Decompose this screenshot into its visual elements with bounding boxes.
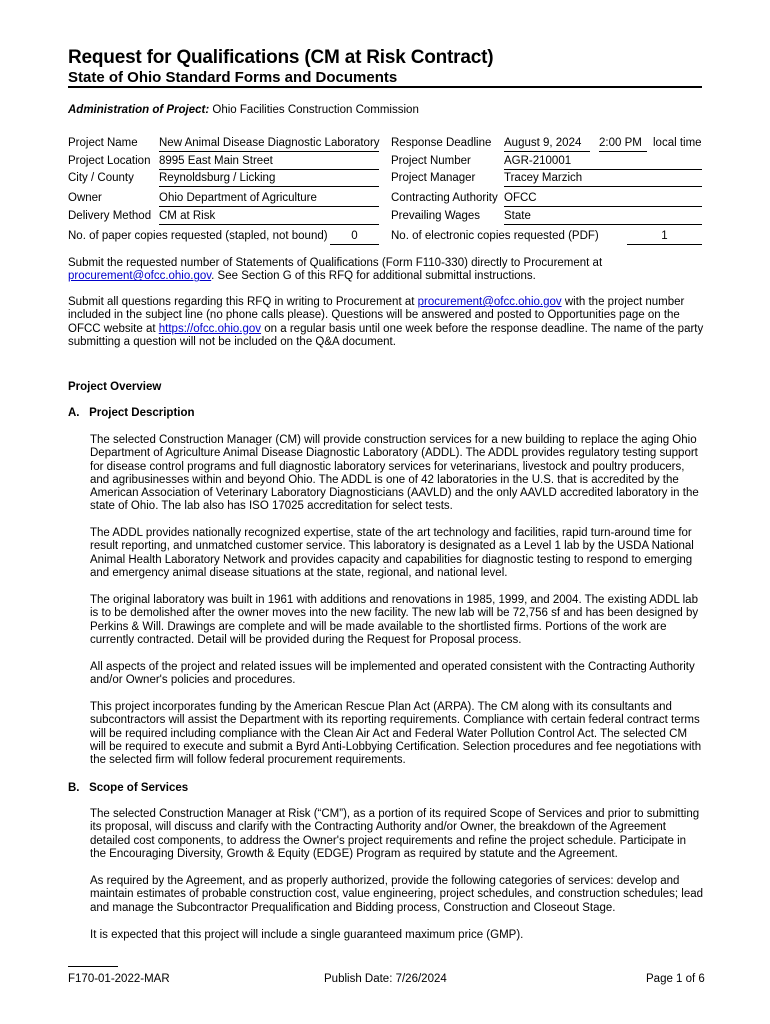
description-paragraph-5: This project incorporates funding by the American Rescue Plan Act (ARPA). The CM along with its consultants and subcontractors will assist the Department with its reporting requirements. Compliance with certain federal contract terms will be required including compliance with the Clean Air Act and Federal Water Pollution Control Act. The selected CM will be required to execute and submit a Byrd Anti-Lobbying Certification. Selection procedures and fee negotiations with the selected firm will follow federal procurement requirements. [90,701,702,767]
project-number-value: AGR-210001 [504,155,702,170]
owner-label: Owner [68,192,102,204]
description-paragraph-3: The original laboratory was built in 1961 with additions and renovations in 1985, 1999, and 2004. The existing ADDL lab is to be demolished after the owner moves into the new facility. The new lab will be 72,756 sf and has been designed by Perkins & Will. Drawings are complete and will be made available to the shortlisted firms. Portions of the work are currently contracted. Detail will be provided during the Request for Proposal process. [90,594,699,646]
questions-text-a: Submit all questions regarding this RFQ in writing to Procurement at [68,296,415,308]
administration-line [68,104,419,116]
description-paragraph-4: All aspects of the project and related issues will be implemented and operated consistent with the Contracting Authority and/or Owner's policies and procedures. [90,661,695,687]
city-county-label: City / County [68,172,134,184]
delivery-method-label: Delivery Method [68,210,152,222]
prevailing-wages-label: Prevailing Wages [391,210,481,222]
scope-paragraph-3: It is expected that this project will include a single guaranteed maximum price (GMP). [90,929,524,941]
ofcc-website-link[interactable]: https://ofcc.ohio.gov [158,322,262,335]
submit-text-b: . See Section G of this RFQ for additional submittal instructions. [211,270,536,283]
local-time-label: local time [653,137,702,149]
publish-date: Publish Date: 7/26/2024 [324,973,447,985]
scope-paragraph-2: As required by the Agreement, and as properly authorized, provide the following categories of services: develop and maintain estimates of probable construction cost, value engineering, project schedules, and construction schedules; lead and manage the Subcontractor Prequalification and Bidding process, Construction and Closeout Stage. [90,875,704,914]
prevailing-wages-value: State [504,210,702,225]
owner-value: Ohio Department of Agriculture [159,192,379,207]
response-deadline-label: Response Deadline [391,137,492,149]
project-location-label: Project Location [68,155,151,167]
project-overview-heading: Project Overview [68,381,162,393]
paper-copies-value: 0 [330,230,379,245]
questions-paragraph [68,296,704,349]
electronic-copies-label: No. of electronic copies requested (PDF) [391,230,599,242]
project-number-label: Project Number [391,155,471,167]
scope-of-services-heading: B. Scope of Services [68,782,189,794]
document-subtitle: State of Ohio Standard Forms and Documents [68,69,398,86]
procurement-email-link[interactable]: procurement@ofcc.ohio.gov [68,270,212,283]
title-rule [68,86,702,88]
contracting-authority-value: OFCC [504,192,702,207]
document-title: Request for Qualifications (CM at Risk Contract) [68,47,494,68]
project-name-value: New Animal Disease Diagnostic Laboratory [159,137,379,152]
description-paragraph-1: The selected Construction Manager (CM) will provide construction services for a new building to replace the aging Ohio Department of Agriculture Animal Disease Diagnostic Laboratory (ADDL). The ADDL provides regulatory testing support for disease control programs and full diagnostic laboratory services for veterinarians, livestock and poultry producers, and agribusinesses within and beyond Ohio. The ADDL is one of 42 laboratories in the U.S. that is accredited by the American Association of Veterinary Laboratory Diagnosticians (AAVLD) and the only AAVLD accredited laboratory in the state of Ohio. The lab also has ISO 17025 accreditation for select tests. [90,434,699,513]
admin-value: Ohio Facilities Construction Commission [212,104,419,116]
description-paragraph-2: The ADDL provides nationally recognized expertise, state of the art technology and facilities, rapid turn-around time for result reporting, and unmatched customer service. This laboratory is designated as a Level 1 lab by the USDA National Animal Health Laboratory Network and provides capacity and capabilities for diagnostic testing to respond to emerging and emergency animal disease situations at the state, regional, and national level. [90,527,694,579]
project-location-value: 8995 East Main Street [159,155,379,170]
project-manager-label: Project Manager [391,172,476,184]
submit-paragraph [68,257,704,284]
project-manager-value: Tracey Marzich [504,172,702,187]
footer-rule [68,966,118,967]
form-id: F170-01-2022-MAR [68,973,170,985]
project-description-heading: A. Project Description [68,407,195,419]
electronic-copies-value: 1 [627,230,702,245]
project-name-label: Project Name [68,137,138,149]
city-county-value: Reynoldsburg / Licking [159,172,379,187]
contracting-authority-label: Contracting Authority [391,192,498,204]
delivery-method-value: CM at Risk [159,210,379,225]
page-number: Page 1 of 6 [646,973,705,985]
questions-text-c: on a regular basis until one week before the response deadline. The name of the party submitting a question will not be included on the Q&A document. [68,322,704,348]
admin-label: Administration of Project: [68,104,210,116]
response-time-value: 2:00 PM [599,137,647,152]
paper-copies-label: No. of paper copies requested (stapled, not bound) [68,230,328,242]
submit-text-a: Submit the requested number of Statements of Qualifications (Form F110-330) directly to Procurement at [68,257,603,269]
scope-paragraph-1: The selected Construction Manager at Risk (“CM”), as a portion of its required Scope of Services and prior to submitting its proposal, will discuss and clarify with the Contracting Authority and/or Owner, the breakdown of the Agreement detailed cost components, to address the Owner's project requirements and refine the project schedule. Participate in the Encouraging Diversity, Growth & Equity (EDGE) Program as required by statute and the Agreement. [90,808,700,860]
questions-text-b: with the project number included in the subject line (no phone calls please). Questions will be answered and posted to Opportunities page on the OFCC website at [68,296,685,335]
questions-email-link[interactable]: procurement@ofcc.ohio.gov [417,296,562,308]
response-date-value: August 9, 2024 [504,137,590,152]
